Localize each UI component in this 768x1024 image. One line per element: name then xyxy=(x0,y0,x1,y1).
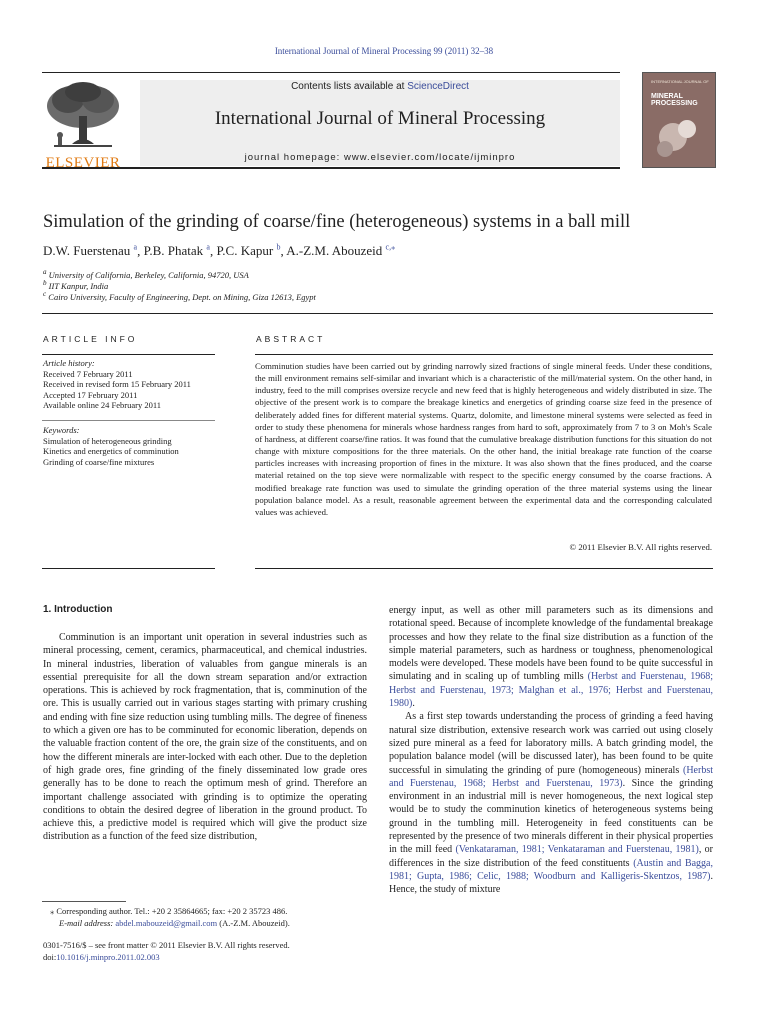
affiliation-mark[interactable]: a xyxy=(133,243,138,252)
keyword-item: Kinetics and energetics of comminution xyxy=(43,446,179,456)
author[interactable]: D.W. Fuerstenau $^a$ xyxy=(43,243,138,259)
history-item: Received in revised form 15 February 2011 xyxy=(43,379,191,389)
affiliation: $^b$ IIT Kanpur, India xyxy=(43,279,109,291)
email-suffix: (A.-Z.M. Abouzeid). xyxy=(217,917,290,928)
footnote-rule xyxy=(42,901,126,902)
contents-prefix: Contents lists available at xyxy=(291,81,408,92)
intro-left-column xyxy=(43,631,367,844)
intro-paragraph: As a first step towards understanding the process of grinding a feed having natural size distribution, extensive research work was carried out using closely sized pure mineral as a feed for laboratory mills. A batch grinding model, the population balance model (will be discussed later), has been found to be quite successful in simulating the grinding of pure (homogeneous) minerals (Herbst and Fuerstenau, 1968; Herbst and Fuerstenau, 1973). Since the grinding environment in an industrial mill is never homogeneous, the next logical step would be to study the comminution kinetics of heterogeneous systems being ground in the tumbling mill. Heterogeneity in feed constituents can be represented by the presence of two minerals different in their physical properties in the mill feed (Venkataraman, 1981; Venkataraman and Fuerstenau, 1981), or differences in the size distribution of the feed constituents (Austin and Bagga, 1981; Gupta, 1986; Celic, 1988; Woodburn and Kalligeris-Skentzos, 1987). Hence, the study of mixture xyxy=(389,711,713,896)
sciencedirect-link[interactable]: ScienceDirect xyxy=(407,81,469,92)
keywords xyxy=(43,425,218,467)
homepage-prefix: journal homepage: xyxy=(244,152,344,163)
cover-line-1: INTERNATIONAL JOURNAL OF xyxy=(651,79,709,84)
doi-prefix: doi: xyxy=(43,951,57,962)
cover-title xyxy=(651,93,698,107)
elsevier-tree-icon xyxy=(42,80,124,150)
citation-link[interactable]: (Venkataraman, 1981; Venkataraman and Fuerstenau, 1981) xyxy=(455,844,699,856)
article-info-rule xyxy=(42,354,215,355)
intro-paragraph: energy input, as well as other mill parameters such as its dimensions and rotational speed. Because of incomplete knowledge of the fundamental breakage processes and how they relate to the final size distribution as a function of the simple material parameters, such as hardness or toughness, phenomenological models were developed. These models have been found to be quite successful in simulating and in scaling up of tumbling mills (Herbst and Fuerstenau, 1968; Herbst and Fuerstenau, 1973; Malghan et al., 1976; Herbst and Fuerstenau, 1980). xyxy=(389,605,713,710)
citation-link[interactable]: (Herbst and Fuerstenau, 1968; Herbst and Fuerstenau, 1973) xyxy=(389,764,713,789)
journal-homepage xyxy=(140,152,620,163)
header-top-rule xyxy=(42,72,620,73)
affiliation-mark[interactable]: a xyxy=(206,243,210,252)
history-item: Accepted 17 February 2011 xyxy=(43,389,138,400)
affiliation-mark[interactable]: b xyxy=(276,243,281,252)
history-item: Received 7 February 2011 xyxy=(43,368,133,379)
history-label: Article history: xyxy=(43,358,95,368)
affiliation: $^a$ University of California, Berkeley, California, 94720, USA xyxy=(43,268,249,280)
corresponding-author-contact: ⁎ Corresponding author. Tel.: +20 2 35864665; fax: +20 2 35723 486. xyxy=(50,906,288,916)
author[interactable]: P.C. Kapur $^b$ xyxy=(216,243,281,259)
author-list: D.W. Fuerstenau $^a$, P.B. Phatak $^a$, P.C. Kapur $^b$, A.-Z.M. Abouzeid $^{c,⁎}$ xyxy=(43,243,396,259)
abstract-text: Comminution studies have been carried out by grinding narrowly sized fractions of single mineral feeds. Under these conditions, the mill environment remains self-similar and invariant which is a characteristic of the mill/material system. On the other hand, in industry, feed to the mill comprises oversize recycle and new feed that is highly heterogeneous and widely distributed in size. The objective of the present work is to compare the breakage kinetics and energetics of grinding coarse size feed in the presence of deliberately added fines for different material systems. Quartz, dolomite, and limestone mineral systems were selected as feed in order to study these phenomena for minerals whose hardness ranges from hard to soft, approximately from 7 to 3 on Moh's Scale of hardness, at different coarse/fine ratios. It was found that the cumulative breakage distribution functions for this situation do not change with mixture compositions for the three materials. On the other hand, the initial breakage rate function of the coarse particles increases with increasing proportion of fines in the mixture. It was also shown that the fines produced, and the coarse material retained on the top sieve were normalizable with respect to the specific energy consumed by the coarse fractions. A modified breakage rate function was used to simulate the grinding operation of the three material systems using the linear population balance model. As a result, reasonable agreement between the experimental data and the corresponding calculated values was achieved. xyxy=(255,361,712,517)
article-history xyxy=(43,358,218,411)
keyword-item: Simulation of heterogeneous grinding xyxy=(43,435,172,446)
article-info-bottom-rule xyxy=(42,568,215,569)
email-link[interactable]: abdel.mabouzeid@gmail.com xyxy=(115,917,218,928)
author[interactable]: P.B. Phatak $^a$ xyxy=(143,243,210,259)
journal-reference[interactable]: International Journal of Mineral Processing 99 (2011) 32–38 xyxy=(274,46,494,56)
header-bottom-rule xyxy=(42,167,620,169)
doi-link[interactable]: 10.1016/j.minpro.2011.02.003 xyxy=(56,951,160,962)
cover-line-2: MINERAL xyxy=(651,93,683,100)
copyright-notice: © 2011 Elsevier B.V. All rights reserved. xyxy=(569,542,712,552)
journal-cover-image[interactable] xyxy=(642,72,716,168)
affiliation-mark[interactable]: c,⁎ xyxy=(385,243,396,252)
author[interactable]: A.-Z.M. Abouzeid $^{c,⁎}$ xyxy=(286,243,396,259)
abstract-bottom-rule xyxy=(255,568,713,569)
journal-title: International Journal of Mineral Processing xyxy=(214,108,546,129)
citation-link[interactable]: (Herbst and Fuerstenau, 1968; Herbst and Fuerstenau, 1973; Malghan et al., 1976; Herbst and Fuerstenau, 1980) xyxy=(389,671,713,710)
publication-info xyxy=(43,940,403,963)
title-bottom-rule xyxy=(42,313,713,314)
keywords-label: Keywords: xyxy=(43,425,80,435)
keyword-item: Grinding of coarse/fine mixtures xyxy=(43,456,155,467)
abstract-heading: ABSTRACT xyxy=(256,334,326,344)
email-label: E-mail address: xyxy=(59,917,114,928)
cover-line-3: PROCESSING xyxy=(651,100,698,107)
homepage-link[interactable]: www.elsevier.com/locate/ijminpro xyxy=(343,152,516,163)
history-item: Available online 24 February 2011 xyxy=(43,400,162,410)
affiliation: $^c$ Cairo University, Faculty of Engineering, Dept. on Mining, Giza 12613, Egypt xyxy=(43,290,316,302)
publisher-name: ELSEVIER xyxy=(45,155,121,171)
citation-link[interactable]: (Austin and Bagga, 1981; Gupta, 1986; Celic, 1988; Woodburn and Kalligeris-Skentzos, 1987) xyxy=(389,857,713,882)
elsevier-logo[interactable] xyxy=(42,80,124,171)
intro-right-column xyxy=(389,604,713,897)
intro-paragraph: Comminution is an important unit operation in several industries such as mineral processing, cement, ceramics, pharmaceutical, and chemical industries. In mineral industries, liberation of valuables from gangue minerals is an essential prerequisite for all the down stream separation and/or extraction operations. This is achieved by rock fragmentation, that is, comminution of the ore. This is usually carried out in various stages starting with primary crushing and ending with fine size reduction using tumbling mills. The degree of fineness to which a given ore has to be comminuted for economic liberation, depends on the valuable fraction content of the ore, the grain size of the constituents, and on how the different minerals are inter-locked with each other. Due to the depletion of high grade ores, fine grinding of the finely disseminated low grade ores generally has to be done to reach the optimum mesh of grind. Therefore an important challenge associated with grinding is to optimize the operating conditions to obtain the desired degree of liberation in the ground product. To achieve this, a predictive model is required which will give the product size distribution as a function of the feed size distribution, xyxy=(43,632,367,843)
cover-artwork-icon xyxy=(643,109,715,169)
abstract-rule xyxy=(255,354,713,355)
corresponding-author-note xyxy=(50,906,370,929)
issn-line: 0301-7516/$ – see front matter © 2011 Elsevier B.V. All rights reserved. xyxy=(43,940,290,950)
section-heading-introduction: 1. Introduction xyxy=(43,604,113,615)
article-info-heading: ARTICLE INFO xyxy=(43,334,138,344)
keywords-rule xyxy=(42,420,215,421)
article-title: Simulation of the grinding of coarse/fine (heterogeneous) systems in a ball mill xyxy=(43,212,631,232)
contents-line xyxy=(140,81,620,92)
